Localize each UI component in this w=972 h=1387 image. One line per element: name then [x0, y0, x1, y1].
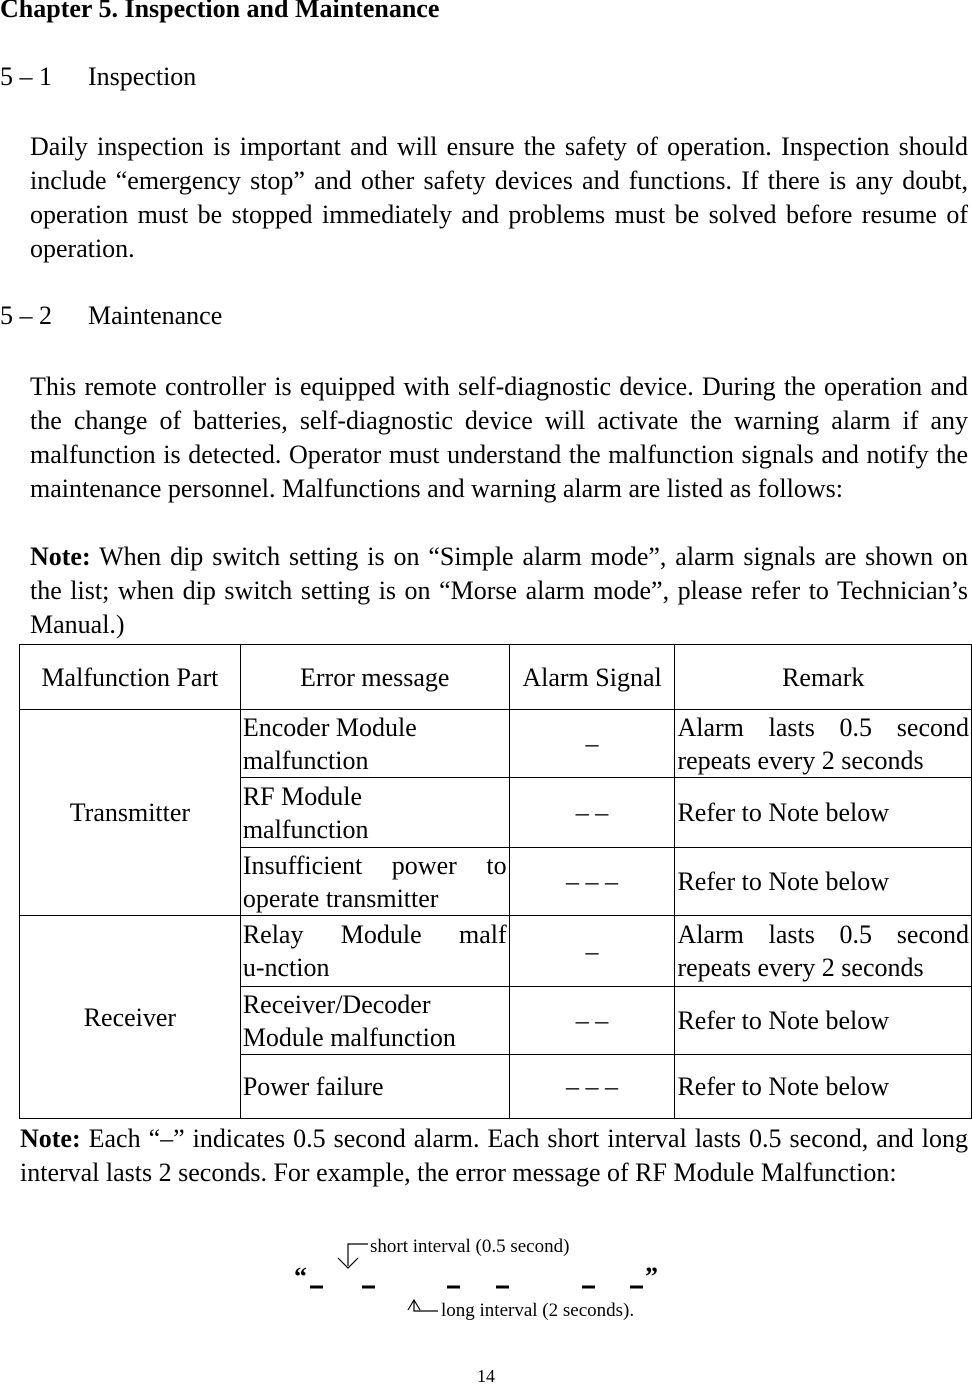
dip-switch-note — [30, 540, 968, 642]
long-interval-label: long interval (2 seconds). — [441, 1300, 635, 1321]
alarm-signal-cell: – – — [509, 987, 675, 1055]
alarm-signal-cell: – — [509, 710, 675, 778]
alarm-signal-cell: – – – — [509, 1055, 675, 1119]
header-error-message: Error message — [240, 645, 509, 710]
table-row — [20, 710, 972, 778]
pattern-open-quote: “ — [294, 1262, 307, 1291]
alarm-signal-cell: – — [509, 916, 675, 987]
alarm-signal-cell: – – – — [509, 848, 675, 916]
header-malfunction-part: Malfunction Part — [20, 645, 241, 710]
page-number: 14 — [477, 1366, 495, 1386]
maintenance-paragraph: This remote controller is equipped with self-diagnostic device. During the operation and the change of batteries, self-diagnostic device will activate the warning alarm if any malfunction is detected. Operator must understand the malfunction signals and notify the maintenance personnel. Malfunctions and warning alarm are listed as follows: — [30, 372, 968, 503]
remark-cell: Refer to Note below — [675, 778, 972, 848]
section-title: Maintenance — [88, 301, 223, 330]
error-message-cell: RF Module malfunction — [240, 778, 509, 848]
part-transmitter: Transmitter — [20, 710, 241, 916]
note-text: Each “–” indicates 0.5 second alarm. Each short interval lasts 0.5 second, and long interval lasts 2 seconds. For example, the error message of RF Module Malfunction: — [20, 1124, 968, 1187]
section-number: 5 – 2 — [0, 301, 52, 330]
remark-cell: Alarm lasts 0.5 second repeats every 2 seconds — [675, 916, 972, 987]
short-interval-label: short interval (0.5 second) — [370, 1236, 570, 1257]
remark-cell: Alarm lasts 0.5 second repeats every 2 seconds — [675, 710, 972, 778]
error-message-cell: Power failure — [240, 1055, 509, 1119]
note-label: Note: — [30, 542, 91, 571]
remark-cell: Refer to Note below — [675, 1055, 972, 1119]
error-message-cell: Relay Module malf u-nction — [240, 916, 509, 987]
section-title: Inspection — [88, 62, 197, 91]
table-header-row — [20, 645, 972, 710]
alarm-signal-cell: – – — [509, 778, 675, 848]
up-arrow-icon — [408, 1300, 438, 1311]
remark-cell: Refer to Note below — [675, 987, 972, 1055]
section-number: 5 – 1 — [0, 62, 52, 91]
header-alarm-signal: Alarm Signal — [509, 645, 675, 710]
remark-cell: Refer to Note below — [675, 848, 972, 916]
error-message-cell: Insufficient power to operate transmitter — [240, 848, 509, 916]
section-heading-inspection — [0, 62, 196, 92]
section-heading-maintenance — [0, 301, 222, 331]
header-remark: Remark — [675, 645, 972, 710]
table-row — [20, 916, 972, 987]
chapter-title: Chapter 5. Inspection and Maintenance — [0, 0, 440, 23]
note-text: When dip switch setting is on “Simple alarm mode”, alarm signals are shown on the list; when dip switch setting is on “Morse alarm mode”, please refer to Technician’s Manual.) — [30, 542, 968, 639]
part-receiver: Receiver — [20, 916, 241, 1119]
error-message-cell: Encoder Module malfunction — [240, 710, 509, 778]
pattern-close-quote: ” — [645, 1262, 658, 1291]
note-label: Note: — [20, 1124, 81, 1153]
inspection-paragraph: Daily inspection is important and will ensure the safety of operation. Inspection should include “emergency stop” and other safety devices and functions. If there is any doubt, operation must be stopped immediately and problems must be solved before resume of operation. — [30, 132, 968, 263]
short-interval-pointer — [348, 1244, 368, 1266]
alarm-note — [20, 1122, 968, 1190]
error-message-cell: Receiver/Decoder Module malfunction — [240, 987, 509, 1055]
malfunction-table — [19, 644, 972, 1119]
